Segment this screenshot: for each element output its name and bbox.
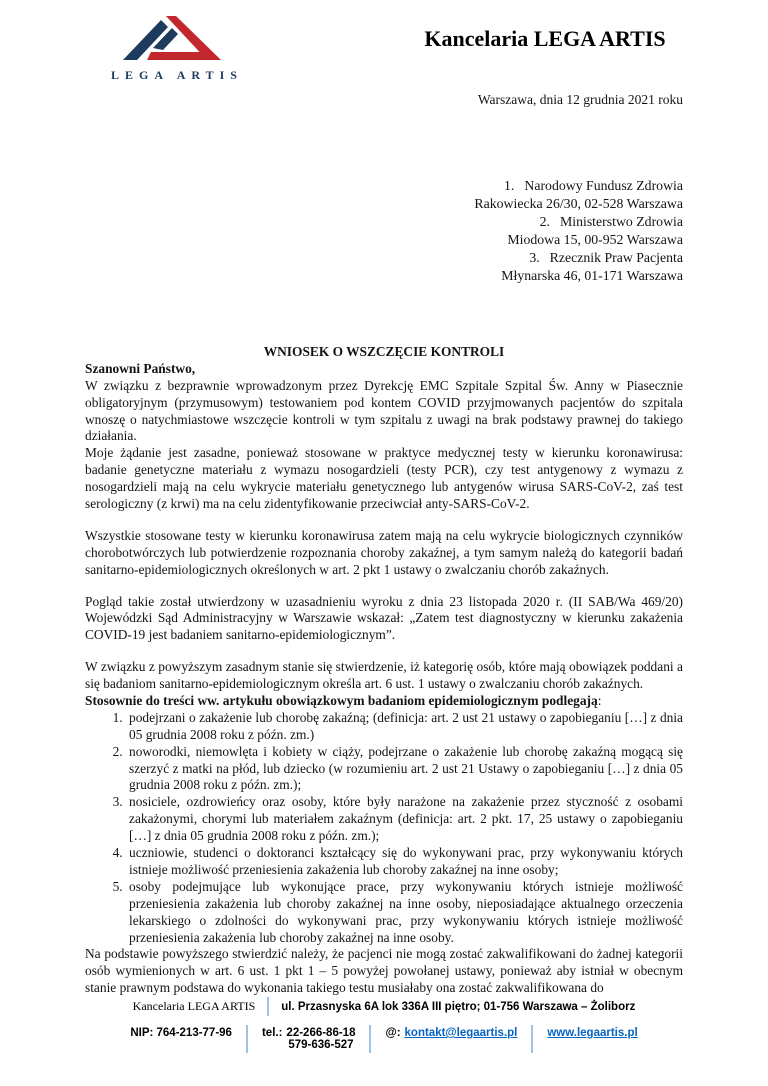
recipient-name-line xyxy=(474,249,683,267)
recipient-address-line: Rakowiecka 26/30, 02-528 Warszawa xyxy=(474,195,683,211)
date-line: Warszawa, dnia 12 grudnia 2021 roku xyxy=(477,92,683,107)
footer-website xyxy=(533,1025,651,1053)
recipient-number: 1. xyxy=(504,178,515,193)
paragraph: Wszystkie stosowane testy w kierunku koronawirusa zatem mają na celu wykrycie biologicznych czynników chorobotwórczych lub potwierdzenie rozpoznania choroby zakaźnej, a tym samym należą do kategorii badań sanitarno-epidemiologicznych określonych w art. 2 pkt 1 ustawy o zwalczaniu chorób zakaźnych. xyxy=(85,527,683,577)
recipient-address-line: Miodowa 15, 00-952 Warszawa xyxy=(507,231,683,247)
list-item: 4. uczniowie, studenci o doktoranci kształcący się do wykonywani prac, przy wykonywaniu których istnieje możliwość przeniesienia zakażenia lub choroby zakaźnej na inne osoby; xyxy=(126,845,683,879)
recipient-name-line xyxy=(474,213,683,231)
list-heading: Stosownie do treści ww. artykułu obowiązkowym badaniom epidemiologicznym podlegają: xyxy=(85,693,602,709)
letter-subject: WNIOSEK O WSZCZĘCIE KONTROLI xyxy=(263,344,505,359)
legal-list xyxy=(85,710,683,946)
phone-number-2: 579-636-527 xyxy=(288,1039,354,1051)
list-item: 3. nosiciele, ozdrowieńcy oraz osoby, które były narażone na zakażenie przez styczność z osobami zakażonymi, chorymi lub materiałem zakaźnym (definicja: art. 2 pkt. 17, 25 ustawy o zapobieganiu […] z dnia 05 grudnia 2008 roku z późn. zm.); xyxy=(126,794,683,845)
salutation: Szanowni Państwo, xyxy=(85,360,196,376)
footer-email xyxy=(371,1025,531,1053)
footer-address: ul. Przasnyska 6A lok 336A III piętro; 01-756 Warszawa – Żoliborz xyxy=(281,1000,636,1013)
list-item: 5. osoby podejmujące lub wykonujące prace, przy wykonywaniu których istnieje możliwość przeniesienia zakażenia lub choroby zakaźnej na inne osoby, nieposiadające aktualnego orzeczenia lekarskiego o zdolności do wykonywani prac, przy wykonywaniu których istnieje możliwość przeniesienia zakażenia lub choroby zakaźnej na inne osoby. xyxy=(126,879,683,947)
footer-row-1 xyxy=(0,997,768,1016)
paragraph: W związku z powyższym zasadnym stanie się stwierdzenie, iż kategorię osób, które mają obowiązek poddani a się badaniom sanitarno-epidemiologicznym określa art. 6 ust. 1 ustawy o zwalczaniu chorób zakaźnych. xyxy=(85,659,683,692)
phone-number-1: 22-266-86-18 xyxy=(286,1027,356,1039)
footer xyxy=(0,997,768,1053)
paragraph: Pogląd takie został utwierdzony w uzasadnieniu wyroku z dnia 23 listopada 2020 r. (II SAB/Wa 469/20) Wojewódzki Sąd Administracyjny w Warszawie wskazał: „Zatem test diagnostyczny w kierunku zakażenia COVID-19 jest badaniem sanitarno-epidemiologicznym”. xyxy=(85,593,683,643)
closing-paragraph: Na podstawie powyższego stwierdzić należy, że pacjenci nie mogą zostać zakwalifikowani do żadnej kategorii osób wymienionych w art. 6 ust. 1 pkt 1 – 5 powyżej powołanej ustawy, ponieważ aby istniał w obecnym stanie prawnym podstawa do wykonania takiego testu musiałaby ona zostać zakwalifikowana do xyxy=(85,946,683,996)
phone-numbers xyxy=(286,1027,355,1051)
recipients-block xyxy=(474,177,683,285)
paragraph: Moje żądanie jest zasadne, ponieważ stosowane w praktyce medycznej testy w kierunku koronawirusa: badanie genetyczne materiału z wymazu nosogardzieli (testy PCR), czy test antygenowy z wymazu z nosogardzieli mają na celu wykrycie materiału genetycznego lub antygenów wirusa SARS-CoV-2, zaś test serologiczny (z krwi) ma na celu zidentyfikowanie przeciwciał anty-SARS-CoV-2. xyxy=(85,445,683,512)
footer-row-2 xyxy=(0,1025,768,1053)
recipient-number: 3. xyxy=(529,249,540,265)
lega-artis-logo-icon xyxy=(117,14,237,66)
email-label: @: xyxy=(385,1027,401,1039)
footer-firm-name: Kancelaria LEGA ARTIS xyxy=(132,999,256,1013)
recipient-name: Narodowy Fundusz Zdrowia xyxy=(524,178,683,193)
footer-phone xyxy=(248,1025,370,1053)
recipient-name-line xyxy=(474,177,683,195)
lega-artis-logo xyxy=(92,14,262,83)
email-link[interactable]: kontakt@legaartis.pl xyxy=(404,1027,518,1039)
letter-body xyxy=(85,344,683,997)
recipient-address-line: Młynarska 46, 01-171 Warszawa xyxy=(501,267,683,283)
phone-label: tel.: xyxy=(261,1027,283,1039)
footer-nip: NIP: 764-213-77-96 xyxy=(130,1027,232,1039)
recipient-number: 2. xyxy=(539,213,550,229)
firm-title: Kancelaria LEGA ARTIS xyxy=(424,26,666,51)
recipient-name: Ministerstwo Zdrowia xyxy=(559,213,683,229)
website-link[interactable]: www.legaartis.pl xyxy=(547,1027,638,1039)
list-item: 1. podejrzani o zakażenie lub chorobę zakaźną; (definicja: art. 2 ust 21 ustawy o zapobieganiu […] z dnia 05 grudnia 2008 roku z późn. zm.) xyxy=(126,710,683,744)
logo-wordmark: LEGA ARTIS xyxy=(111,68,243,82)
list-item: 2. noworodki, niemowlęta i kobiety w ciąży, podejrzane o zakażenie lub chorobę zakaźną mogącą się szerzyć z matki na płód, lub dziecko (w rozumieniu art. 2 ust 21 Ustawy o zapobieganiu […] z dnia 05 grudnia 2008 roku z późn. zm.); xyxy=(126,744,683,795)
paragraph: W związku z bezprawnie wprowadzonym przez Dyrekcję EMC Szpitale Szpital Św. Anny w Piasecznie obligatoryjnym (przymusowym) testowaniem pod kontem COVID przyjmowanych pacjentów do szpitala wnoszę o natychmiastowe wszczęcie kontroli w tym szpitalu z uwagi na brak podstawy prawnej do takiego działania. xyxy=(85,377,683,444)
recipient-name: Rzecznik Praw Pacjenta xyxy=(549,249,683,265)
